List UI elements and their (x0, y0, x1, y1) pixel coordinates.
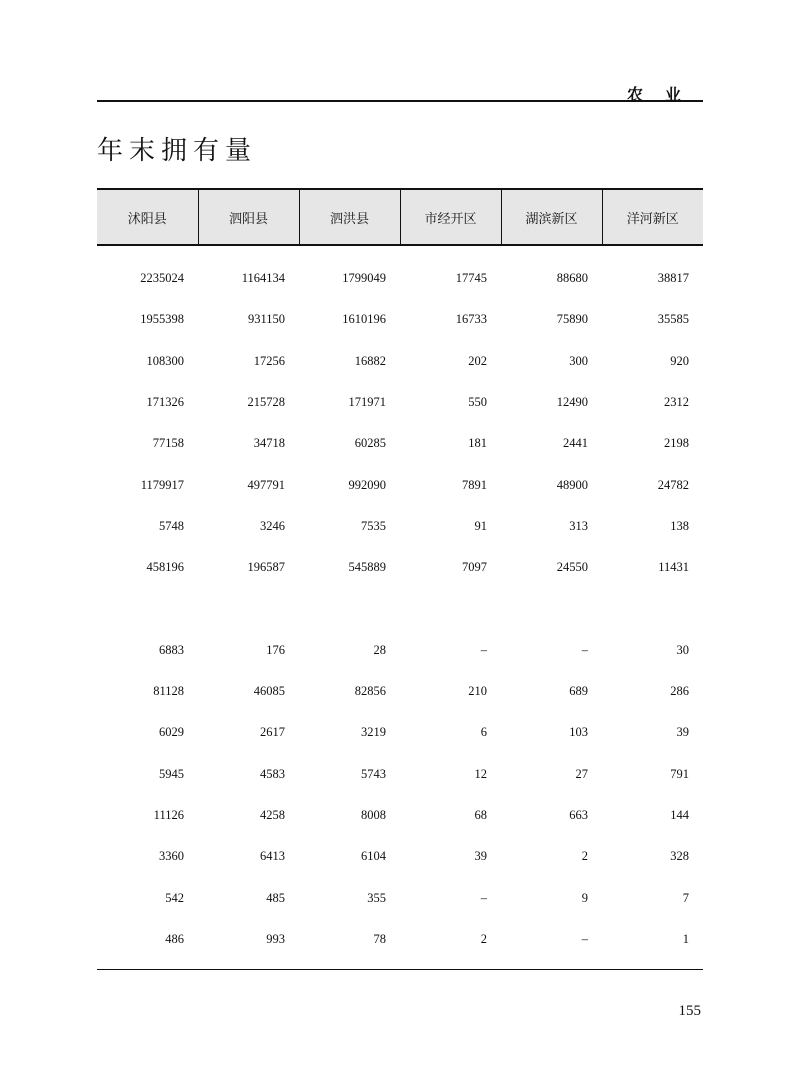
header-rule (97, 100, 703, 102)
table-row (97, 258, 703, 299)
table-cell: 6413 (260, 849, 285, 864)
table-cell: 1179917 (140, 477, 184, 492)
table-cell: 28 (373, 642, 386, 657)
table-row (97, 299, 703, 340)
table-cell: 1799049 (342, 271, 386, 286)
footer-rule (97, 969, 703, 970)
table-row (97, 671, 703, 712)
table-cell: 17256 (253, 353, 285, 368)
table-cell: 286 (670, 684, 689, 699)
table-cell: 81128 (153, 684, 184, 699)
table-row (97, 630, 703, 671)
table-cell: 2 (581, 849, 588, 864)
table-cell: 3360 (159, 849, 184, 864)
table-cell: 497791 (247, 477, 285, 492)
table-row (97, 919, 703, 960)
table-cell: 486 (165, 931, 184, 946)
table-cell: 60285 (354, 436, 386, 451)
table-cell: 355 (367, 890, 386, 905)
table-cell: 11431 (658, 560, 689, 575)
table-cell: 30 (676, 642, 689, 657)
table-row (97, 877, 703, 918)
table-cell: 68 (474, 808, 487, 822)
table-cell: 215728 (247, 395, 285, 410)
table-row (97, 712, 703, 753)
table-cell: 78 (373, 931, 386, 946)
table-cell: 992090 (348, 477, 386, 492)
table-cell: 24782 (657, 477, 689, 492)
table-cell: 3219 (361, 725, 386, 740)
table-row (97, 547, 703, 588)
table-cell: 2617 (260, 725, 285, 740)
table-cell: 34718 (253, 436, 285, 451)
table-cell: 77158 (152, 436, 184, 451)
table-row (97, 506, 703, 547)
column-header: 泗阳县 (198, 189, 299, 245)
table-cell: 4583 (260, 766, 285, 781)
table-cell: 2441 (563, 436, 588, 451)
table-cell: 46085 (253, 684, 285, 699)
table-cell: 171326 (146, 395, 184, 410)
table-row (97, 754, 703, 795)
table-cell: 12 (474, 766, 487, 781)
table-cell: 2312 (664, 395, 689, 410)
column-header: 泗洪县 (299, 189, 400, 245)
table-cell: 993 (266, 931, 285, 946)
table-cell: 4258 (260, 808, 285, 822)
data-table-container (97, 188, 703, 960)
table-cell: 12490 (556, 395, 588, 410)
table-cell: 6104 (361, 849, 386, 864)
table-cell: – (581, 931, 588, 946)
table-row (97, 423, 703, 464)
table-cell: 791 (670, 766, 689, 781)
table-cell: 7535 (361, 518, 386, 533)
table-cell: 7891 (462, 477, 487, 492)
table-cell: 6029 (159, 725, 184, 740)
table-cell: 138 (670, 518, 689, 533)
table-cell: 550 (468, 395, 487, 410)
table-cell: 485 (266, 890, 285, 905)
spacer-row (97, 588, 703, 629)
table-row (97, 382, 703, 423)
table-cell: 181 (468, 436, 487, 451)
table-cell: 328 (670, 849, 689, 864)
column-header: 沭阳县 (97, 189, 198, 245)
table-cell: 931150 (247, 312, 285, 327)
table-cell: 7097 (462, 560, 487, 575)
table-header-row (97, 189, 703, 245)
table-cell: 11126 (153, 808, 184, 822)
table-cell: 39 (474, 849, 487, 864)
table-cell: 300 (569, 353, 588, 368)
spacer-cell (97, 245, 703, 258)
table-cell: 545889 (348, 560, 386, 575)
table-cell: – (581, 642, 588, 657)
table-cell: 663 (569, 808, 588, 822)
table-cell: 39 (676, 725, 689, 740)
table-cell: – (480, 642, 487, 657)
table-cell: 27 (575, 766, 588, 781)
table-cell: 35585 (657, 312, 689, 327)
table-cell: 6883 (159, 642, 184, 657)
table-cell: 88680 (556, 271, 588, 286)
table-row (97, 836, 703, 877)
table-cell: 108300 (146, 353, 184, 368)
table-cell: 689 (569, 684, 588, 699)
table-cell: 2198 (664, 436, 689, 451)
spacer-cell (97, 588, 703, 629)
table-cell: 5945 (159, 766, 184, 781)
table-cell: 2 (480, 931, 487, 946)
table-cell: 91 (474, 518, 487, 533)
table-cell: 8008 (361, 808, 386, 822)
table-body (97, 245, 703, 960)
table-cell: 3246 (260, 518, 285, 533)
table-cell: 144 (670, 808, 689, 822)
page-number: 155 (678, 1003, 701, 1019)
table-cell: 5748 (159, 518, 184, 533)
table-cell: 171971 (348, 395, 386, 410)
table-cell: 6 (480, 725, 487, 740)
table-cell: 2235024 (140, 271, 184, 286)
table-cell: 458196 (146, 560, 184, 575)
table-cell: 75890 (556, 312, 588, 327)
spacer-row (97, 245, 703, 258)
table-cell: 202 (468, 353, 487, 368)
table-cell: 920 (670, 353, 689, 368)
table-cell: 82856 (354, 684, 386, 699)
page-title: 年末拥有量 (97, 136, 258, 166)
table-cell: 48900 (556, 477, 588, 492)
table-cell: 1 (682, 931, 689, 946)
table-cell: 313 (569, 518, 588, 533)
table-cell: 210 (468, 684, 487, 699)
table-cell: 24550 (556, 560, 588, 575)
table-cell: 16882 (354, 353, 386, 368)
table-cell: 1164134 (241, 271, 285, 286)
table-cell: 1610196 (342, 312, 386, 327)
table-row (97, 795, 703, 836)
table-cell: 1955398 (140, 312, 184, 327)
section-label: 农业 (626, 85, 703, 104)
table-cell: – (480, 890, 487, 905)
data-table (97, 188, 703, 960)
table-cell: 103 (569, 725, 588, 740)
table-cell: 7 (682, 890, 689, 905)
table-cell: 176 (266, 642, 285, 657)
table-row (97, 464, 703, 505)
table-cell: 5743 (361, 766, 386, 781)
table-cell: 196587 (247, 560, 285, 575)
table-row (97, 341, 703, 382)
column-header: 市经开区 (400, 189, 501, 245)
column-header: 湖滨新区 (501, 189, 602, 245)
table-cell: 17745 (455, 271, 487, 286)
table-cell: 9 (581, 890, 588, 905)
column-header: 洋河新区 (602, 189, 703, 245)
table-cell: 542 (165, 890, 184, 905)
table-cell: 38817 (657, 271, 689, 286)
table-cell: 16733 (455, 312, 487, 327)
